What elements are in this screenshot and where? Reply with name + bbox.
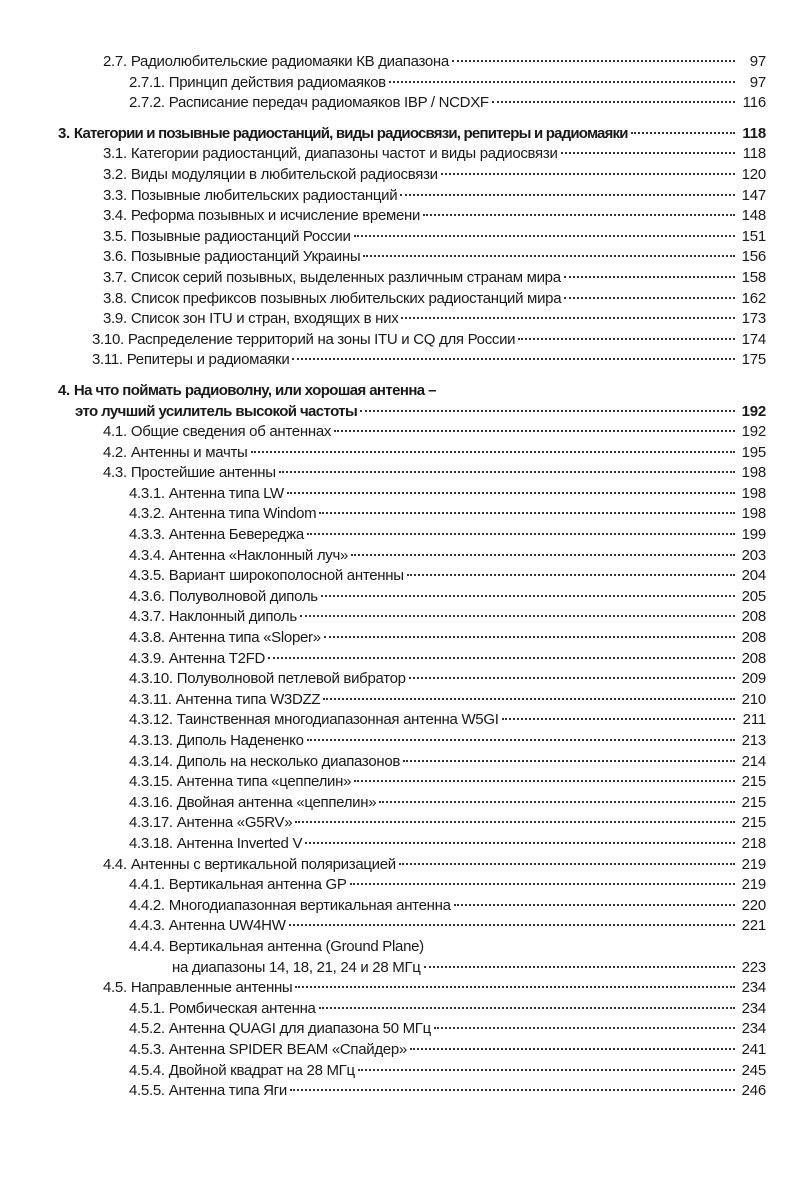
entry-number: 3.7. (103, 268, 127, 286)
entry-title: Антенна типа LW (168, 484, 284, 502)
toc-entry[interactable] (0, 227, 800, 248)
dot-leader (360, 410, 735, 412)
entry-title: Антенна T2FD (168, 649, 266, 667)
entry-title: Антенна SPIDER BEAM «Спайдер» (168, 1040, 407, 1058)
entry-title: Антенна типа «Sloper» (168, 629, 321, 647)
entry-title: Список префиксов позывных любительских радиостанций мира (130, 289, 562, 307)
entry-title-line2: на диапазоны 14, 18, 21, 24 и 28 МГц (172, 958, 421, 976)
dot-leader (561, 152, 735, 154)
entry-page: 203 (741, 546, 766, 564)
entry-number: 4.3.7. (129, 608, 165, 626)
entry-title: Общие сведения об антеннах (130, 423, 332, 441)
entry-title: Антенна UW4HW (168, 917, 286, 935)
entry-page: 218 (741, 834, 766, 852)
entry-page: 208 (741, 629, 766, 647)
entry-title: Антенна «G5RV» (176, 814, 293, 832)
dot-leader (300, 615, 735, 617)
entry-number: 2.7.2. (129, 94, 165, 112)
entry-page: 219 (741, 876, 766, 894)
dot-leader (290, 1089, 735, 1091)
entry-number: 4.2. (103, 443, 127, 461)
entry-page: 245 (741, 1061, 766, 1079)
toc-entry[interactable] (0, 1081, 800, 1102)
toc-entry[interactable] (0, 978, 800, 999)
dot-leader (307, 533, 735, 535)
toc-entry[interactable] (0, 607, 800, 628)
toc-entry[interactable] (0, 731, 800, 752)
toc-entry[interactable] (0, 999, 800, 1020)
entry-number: 4.5.3. (129, 1040, 165, 1058)
dot-leader (502, 718, 735, 720)
dot-leader (518, 338, 735, 340)
dot-leader (452, 60, 735, 62)
dot-leader (389, 81, 735, 83)
entry-page: 220 (741, 896, 766, 914)
chapter-page: 118 (742, 124, 766, 142)
chapter-title: Категории и позывные радиостанций, виды радиосвязи, репитеры и радиомаяки (73, 124, 628, 142)
toc-entry[interactable] (0, 73, 800, 94)
toc-entry[interactable] (0, 834, 800, 855)
entry-number: 4.3.14. (129, 752, 173, 770)
toc-entry[interactable] (0, 628, 800, 649)
entry-title: Двойной квадрат на 28 МГц (168, 1061, 355, 1079)
chapter-number: 3. (58, 124, 70, 142)
entry-title: Репитеры и радиомаяки (126, 351, 290, 369)
entry-title: Антенна QUAGI для диапазона 50 МГц (168, 1020, 431, 1038)
entry-title: Антенны и мачты (130, 443, 248, 461)
toc-entry[interactable] (0, 186, 800, 207)
dot-leader (319, 512, 735, 514)
dot-leader (354, 780, 735, 782)
entry-title: Позывные радиостанций России (130, 227, 351, 245)
toc-entry[interactable] (0, 525, 800, 546)
entry-title: Полуволновой диполь (168, 587, 318, 605)
toc-entry[interactable] (0, 93, 800, 114)
entry-page: 97 (749, 53, 766, 70)
entry-title: Антенна типа Windom (168, 505, 317, 523)
entry-page: 198 (741, 484, 766, 502)
dot-leader (323, 698, 735, 700)
dot-leader (319, 1007, 735, 1009)
entry-number: 3.4. (103, 207, 127, 225)
entry-title: Распределение территорий на зоны ITU и CQ для России (127, 330, 516, 348)
entry-title: Список зон ITU и стран, входящих в них (130, 310, 399, 328)
dot-leader (407, 574, 735, 576)
entry-number: 4.4.3. (129, 917, 165, 935)
toc-entry[interactable] (0, 690, 800, 711)
entry-page: 215 (741, 814, 766, 832)
entry-number: 3.3. (103, 186, 127, 204)
toc-entry[interactable] (0, 1040, 800, 1061)
entry-page: 208 (741, 649, 766, 667)
toc-entry[interactable] (0, 289, 800, 310)
dot-leader (324, 636, 735, 638)
entry-title: Направленные антенны (130, 979, 293, 997)
chapter-number: 4. (58, 381, 70, 399)
dot-leader (358, 1069, 735, 1071)
dot-leader (564, 276, 735, 278)
toc-entry[interactable] (0, 504, 800, 525)
toc-entry[interactable] (0, 443, 800, 464)
entry-title: Категории радиостанций, диапазоны частот и виды радиосвязи (130, 145, 558, 163)
entry-page: 210 (741, 690, 766, 708)
dot-leader (292, 358, 735, 360)
entry-page: 214 (741, 752, 766, 770)
entry-number: 4.3.18. (129, 834, 173, 852)
entry-title: Двойная антенна «цеппелин» (176, 793, 377, 811)
entry-title: Позывные радиостанций Украины (130, 248, 361, 266)
dot-leader (295, 821, 735, 823)
entry-page: 215 (741, 773, 766, 791)
dot-leader (492, 101, 735, 103)
dot-leader (321, 595, 735, 597)
entry-title: Ромбическая антенна (168, 999, 316, 1017)
entry-number: 4.3. (103, 464, 127, 482)
entry-number: 4.3.4. (129, 546, 165, 564)
dot-leader (354, 235, 735, 237)
entry-page: 234 (741, 1020, 766, 1038)
entry-number: 3.6. (103, 248, 127, 266)
entry-page: 219 (741, 855, 766, 873)
entry-number: 4.5.5. (129, 1082, 165, 1100)
dot-leader (441, 173, 735, 175)
entry-number: 4.1. (103, 423, 127, 441)
entry-number: 4.3.2. (129, 505, 165, 523)
toc-entry[interactable] (0, 813, 800, 834)
entry-page: 211 (742, 711, 766, 729)
chapter-heading-line1[interactable] (0, 381, 800, 402)
entry-number: 4.4. (103, 855, 127, 873)
chapter-title-line1: На что поймать радиоволну, или хорошая антенна – (73, 381, 436, 399)
entry-page: 192 (741, 423, 766, 441)
entry-title: Таинственная многодиапазонная антенна W5GI (176, 711, 499, 729)
dot-leader (410, 1048, 735, 1050)
chapter-title-line2: это лучший усилитель высокой частоты (75, 402, 358, 420)
entry-title: Антенна Бевереджа (168, 526, 304, 544)
entry-page: 246 (741, 1082, 766, 1100)
entry-page: 195 (741, 443, 766, 461)
toc-entry[interactable] (0, 793, 800, 814)
entry-number: 3.9. (103, 310, 127, 328)
entry-number: 4.3.9. (129, 649, 165, 667)
dot-leader (251, 451, 735, 453)
entry-number: 4.4.4. (129, 937, 165, 955)
entry-page: 148 (741, 207, 766, 225)
entry-title: Принцип действия радиомаяков (168, 73, 386, 91)
entry-page: 199 (741, 526, 766, 544)
entry-page: 198 (741, 505, 766, 523)
entry-page: 156 (741, 248, 766, 266)
toc-entry[interactable] (0, 1061, 800, 1082)
entry-page: 147 (741, 186, 766, 204)
entry-number: 4.3.5. (129, 567, 165, 585)
entry-title: Вариант широкополосной антенны (168, 567, 404, 585)
toc-entry[interactable] (0, 710, 800, 731)
entry-title: Реформа позывных и исчисление времени (130, 207, 421, 225)
toc-entry[interactable] (0, 916, 800, 937)
entry-number: 4.3.11. (129, 690, 172, 708)
dot-leader (379, 801, 735, 803)
entry-title: Наклонный диполь (168, 608, 297, 626)
entry-page: 215 (741, 793, 766, 811)
entry-page: 151 (741, 227, 766, 245)
entry-title: Виды модуляции в любительской радиосвязи (130, 165, 438, 183)
dot-leader (399, 863, 735, 865)
entry-number: 3.5. (103, 227, 127, 245)
entry-page: 173 (741, 310, 766, 328)
dot-leader (305, 842, 735, 844)
dot-leader (403, 760, 735, 762)
entry-page: 198 (741, 464, 766, 482)
entry-number: 4.3.13. (129, 732, 173, 749)
toc-entry-line2[interactable] (0, 958, 800, 979)
entry-number: 4.5.2. (129, 1020, 165, 1038)
entry-title: Простейшие антенны (130, 464, 276, 482)
dot-leader (334, 430, 735, 432)
entry-page: 221 (741, 917, 766, 935)
toc-entry[interactable] (0, 463, 800, 484)
entry-title-line1: Вертикальная антенна (Ground Plane) (168, 937, 424, 955)
dot-leader (350, 883, 735, 885)
entry-page: 158 (741, 268, 766, 286)
table-of-contents (0, 52, 800, 1102)
dot-leader (289, 924, 735, 926)
toc-entry[interactable] (0, 669, 800, 690)
dot-leader (423, 214, 735, 216)
toc-entry[interactable] (0, 309, 800, 330)
entry-title: Расписание передач радиомаяков IBP / NCDXF (168, 94, 489, 112)
toc-entry[interactable] (0, 875, 800, 896)
entry-page: 175 (741, 351, 766, 369)
entry-page: 118 (742, 145, 766, 163)
entry-title: Антенна «Наклонный луч» (168, 546, 349, 564)
entry-number: 3.10. (92, 330, 124, 348)
dot-leader (409, 677, 735, 679)
entry-title: Многодиапазонная вертикальная антенна (168, 896, 451, 914)
entry-title: Список серий позывных, выделенных различным странам мира (130, 268, 561, 286)
toc-entry[interactable] (0, 206, 800, 227)
toc-entry[interactable] (0, 484, 800, 505)
entry-page: 223 (741, 958, 766, 976)
dot-leader (279, 471, 735, 473)
entry-number: 4.5.4. (129, 1061, 165, 1079)
dot-leader (401, 317, 735, 319)
entry-page: 174 (741, 330, 766, 348)
dot-leader (400, 194, 735, 196)
dot-leader (564, 297, 735, 299)
entry-title: Антенна Inverted V (176, 834, 303, 852)
dot-leader (631, 132, 735, 134)
entry-number: 4.3.16. (129, 793, 173, 811)
entry-number: 3.2. (103, 165, 127, 183)
entry-number: 4.3.1. (129, 484, 165, 502)
entry-page: 205 (741, 587, 766, 605)
chapter-heading-line2[interactable] (0, 402, 800, 423)
entry-page: 208 (741, 608, 766, 626)
entry-title: Полуволновой петлевой вибратор (176, 670, 406, 688)
entry-number: 2.7. (103, 53, 127, 70)
entry-title: Антенна типа W3DZZ (175, 690, 321, 708)
entry-number: 4.3.17. (129, 814, 173, 832)
toc-entry[interactable] (0, 165, 800, 186)
dot-leader (454, 904, 735, 906)
entry-number: 4.5. (103, 979, 127, 997)
dot-leader (287, 492, 735, 494)
entry-number: 4.3.6. (129, 587, 165, 605)
entry-number: 4.3.8. (129, 629, 165, 647)
toc-entry[interactable] (0, 566, 800, 587)
entry-number: 4.5.1. (129, 999, 165, 1017)
dot-leader (295, 986, 735, 988)
toc-entry[interactable] (0, 268, 800, 289)
toc-entry[interactable] (0, 587, 800, 608)
entry-page: 209 (741, 670, 766, 688)
entry-title: Позывные любительских радиостанций (130, 186, 398, 204)
dot-leader (268, 657, 735, 659)
entry-page: 241 (741, 1040, 766, 1058)
entry-page: 97 (749, 73, 766, 91)
dot-leader (363, 255, 735, 257)
entry-page: 162 (741, 289, 766, 307)
toc-entry[interactable] (0, 896, 800, 917)
entry-number: 3.11. (92, 351, 123, 369)
toc-entry[interactable] (0, 772, 800, 793)
entry-page: 213 (741, 732, 766, 749)
entry-title: Диполь на несколько диапазонов (176, 752, 401, 770)
dot-leader (307, 739, 735, 741)
entry-page: 120 (741, 165, 766, 183)
toc-entry[interactable] (0, 330, 800, 351)
entry-number: 3.8. (103, 289, 127, 307)
entry-number: 4.4.2. (129, 896, 165, 914)
entry-title: Диполь Надененко (176, 732, 304, 749)
entry-number: 4.3.12. (129, 711, 173, 729)
dot-leader (351, 554, 735, 556)
toc-entry[interactable] (0, 247, 800, 268)
toc-entry[interactable] (0, 52, 800, 73)
chapter-page: 192 (741, 402, 766, 420)
entry-number: 3.1. (103, 145, 127, 163)
toc-entry[interactable] (0, 422, 800, 443)
toc-entry[interactable] (0, 855, 800, 876)
dot-leader (434, 1027, 735, 1029)
entry-page: 234 (741, 999, 766, 1017)
entry-number: 4.4.1. (129, 876, 165, 894)
entry-page: 116 (742, 94, 766, 112)
entry-page: 204 (741, 567, 766, 585)
entry-title: Антенны с вертикальной поляризацией (130, 855, 396, 873)
chapter-heading[interactable] (0, 124, 800, 145)
entry-number: 4.3.10. (129, 670, 173, 688)
entry-number: 2.7.1. (129, 73, 165, 91)
toc-entry[interactable] (0, 350, 800, 371)
entry-page: 234 (741, 979, 766, 997)
entry-title: Антенна типа «цеппелин» (176, 773, 352, 791)
entry-number: 4.3.3. (129, 526, 165, 544)
toc-entry-line1[interactable] (0, 937, 800, 958)
dot-leader (424, 966, 735, 968)
entry-title: Вертикальная антенна GP (168, 876, 347, 894)
entry-title: Антенна типа Яги (168, 1082, 287, 1100)
toc-entry[interactable] (0, 144, 800, 165)
toc-entry[interactable] (0, 1019, 800, 1040)
toc-entry[interactable] (0, 649, 800, 670)
toc-entry[interactable] (0, 546, 800, 567)
entry-number: 4.3.15. (129, 773, 173, 791)
entry-title: Радиолюбительские радиомаяки КВ диапазона (130, 53, 449, 70)
toc-entry[interactable] (0, 752, 800, 773)
